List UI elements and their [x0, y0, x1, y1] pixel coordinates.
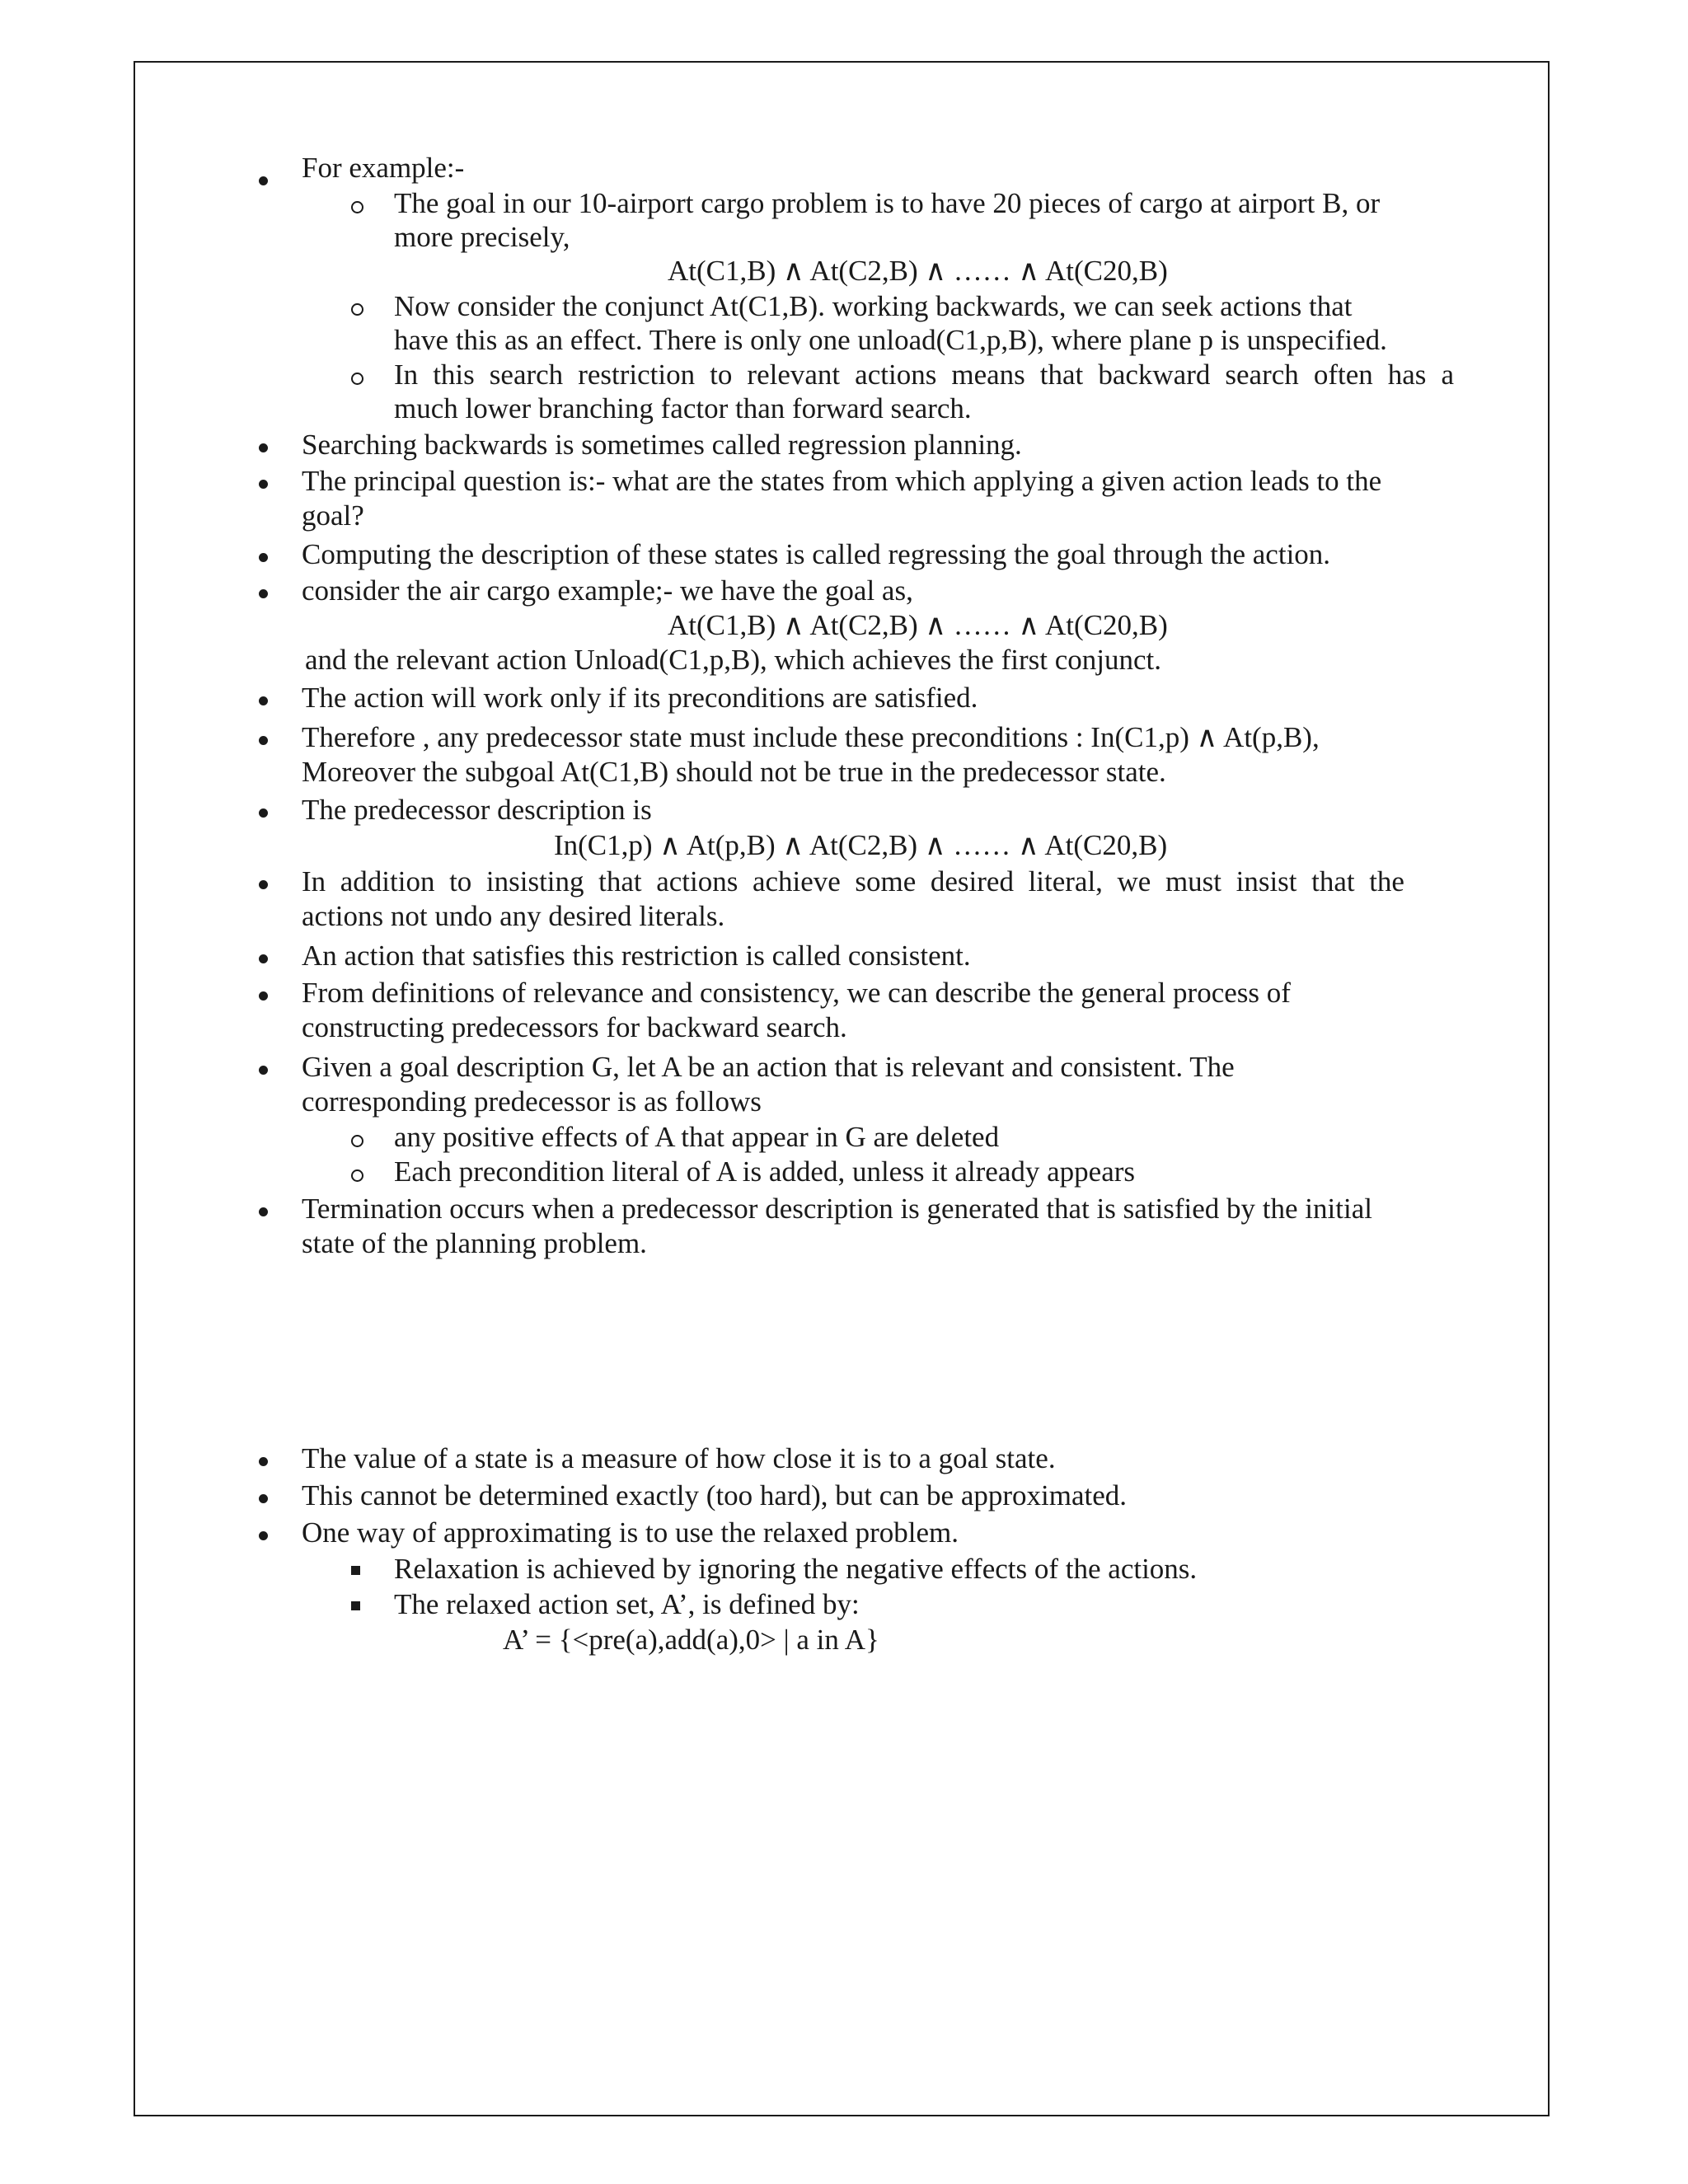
bullet-icon	[259, 808, 268, 818]
bullet-icon	[259, 954, 268, 963]
text-line: have this as an effect. There is only one unload(C1,p,B), where plane p is unspecified.	[394, 324, 1387, 356]
text-line: For example:-	[302, 152, 465, 184]
word: insist	[1236, 865, 1297, 898]
circle-bullet-icon	[351, 1169, 363, 1182]
text-line: Relaxation is achieved by ignoring the negative effects of the actions.	[394, 1553, 1198, 1585]
bullet-icon	[259, 1457, 268, 1466]
text-line: actions not undo any desired literals.	[302, 900, 725, 932]
square-bullet-icon	[351, 1566, 360, 1575]
word: often	[1313, 359, 1373, 391]
word: to	[710, 359, 733, 391]
word: actions	[656, 865, 738, 898]
bullet-icon	[259, 991, 268, 1001]
word: backward	[1098, 359, 1211, 391]
word: that	[1039, 359, 1084, 391]
text-line: This cannot be determined exactly (too hard), but can be approximated.	[302, 1479, 1128, 1511]
text-line: One way of approximating is to use the relaxed problem.	[302, 1516, 959, 1549]
word: a	[1441, 359, 1454, 391]
bullet-icon	[259, 736, 268, 745]
word: desired	[930, 865, 1014, 898]
text-line: From definitions of relevance and consistency, we can describe the general process of	[302, 977, 1291, 1009]
text-line: state of the planning problem.	[302, 1227, 647, 1259]
word: restriction	[578, 359, 696, 391]
formula: In(C1,p) ∧ At(p,B) ∧ At(C2,B) ∧ …… ∧ At(C20,B)	[554, 829, 1168, 861]
text-line: Therefore , any predecessor state must include these preconditions : In(C1,p) ∧ At(p,B),	[302, 721, 1320, 753]
text-line: any positive effects of A that appear in G are deleted	[394, 1121, 1000, 1153]
text-line: The action will work only if its preconditions are satisfied.	[302, 682, 978, 714]
text-line: more precisely,	[394, 221, 570, 253]
text-line: and the relevant action Unload(C1,p,B), which achieves the first conjunct.	[305, 644, 1161, 676]
formula: A’ = {<pre(a),add(a),0> | a in A}	[503, 1624, 879, 1656]
text-line: The principal question is:- what are the states from which applying a given action leads to the	[302, 465, 1382, 497]
word: the	[1369, 865, 1404, 898]
word: search	[1225, 359, 1299, 391]
text-line: goal?	[302, 499, 364, 532]
word: In	[394, 359, 419, 391]
word: must	[1165, 865, 1222, 898]
text-line: Searching backwards is sometimes called regression planning.	[302, 429, 1022, 461]
word: that	[1311, 865, 1355, 898]
bullet-icon	[259, 1207, 268, 1216]
text-line: Now consider the conjunct At(C1,B). working backwards, we can seek actions that	[394, 290, 1353, 322]
text-line: Computing the description of these states is called regressing the goal through the action.	[302, 538, 1331, 570]
word: search	[489, 359, 564, 391]
bullet-icon	[259, 553, 268, 562]
circle-bullet-icon	[351, 1135, 363, 1147]
text-line: Moreover the subgoal At(C1,B) should not be true in the predecessor state.	[302, 756, 1166, 788]
circle-bullet-icon	[351, 373, 363, 385]
word: relevant	[747, 359, 841, 391]
bullet-icon	[259, 589, 268, 598]
text-line: Termination occurs when a predecessor description is generated that is satisfied by the initial	[302, 1193, 1372, 1225]
circle-bullet-icon	[351, 201, 363, 213]
word: we	[1117, 865, 1151, 898]
word: has	[1387, 359, 1427, 391]
formula: At(C1,B) ∧ At(C2,B) ∧ …… ∧ At(C20,B)	[668, 609, 1168, 641]
text-line	[302, 864, 1404, 900]
word: literal,	[1028, 865, 1103, 898]
text-line: The relaxed action set, A’, is defined by:	[394, 1588, 860, 1620]
bullet-icon	[259, 696, 268, 705]
bullet-icon	[259, 480, 268, 489]
text-line: An action that satisfies this restriction is called consistent.	[302, 940, 971, 972]
formula: At(C1,B) ∧ At(C2,B) ∧ …… ∧ At(C20,B)	[668, 255, 1168, 287]
word: this	[433, 359, 475, 391]
text-line: The value of a state is a measure of how close it is to a goal state.	[302, 1442, 1056, 1474]
text-line: constructing predecessors for backward search.	[302, 1011, 847, 1043]
word: In	[302, 865, 326, 898]
word: insisting	[485, 865, 584, 898]
word: some	[855, 865, 917, 898]
word: achieve	[752, 865, 841, 898]
bullet-icon	[259, 443, 268, 452]
text-line: consider the air cargo example;- we have the goal as,	[302, 574, 913, 607]
text-line: corresponding predecessor is as follows	[302, 1085, 762, 1118]
word: actions	[855, 359, 937, 391]
bullet-icon	[259, 1494, 268, 1503]
text-line: Given a goal description G, let A be an action that is relevant and consistent. The	[302, 1051, 1235, 1083]
word: that	[598, 865, 642, 898]
text-line: Each precondition literal of A is added, unless it already appears	[394, 1155, 1136, 1188]
bullet-icon	[259, 1531, 268, 1540]
word: to	[449, 865, 472, 898]
text-line: much lower branching factor than forward search.	[394, 392, 972, 424]
bullet-icon	[259, 176, 268, 185]
bullet-icon	[259, 1066, 268, 1075]
word: means	[951, 359, 1025, 391]
text-line	[394, 357, 1454, 393]
square-bullet-icon	[351, 1601, 360, 1610]
text-line: The goal in our 10-airport cargo problem is to have 20 pieces of cargo at airport B, or	[394, 187, 1381, 219]
bullet-icon	[259, 880, 268, 889]
text-line: The predecessor description is	[302, 794, 652, 826]
circle-bullet-icon	[351, 303, 363, 316]
word: addition	[340, 865, 435, 898]
